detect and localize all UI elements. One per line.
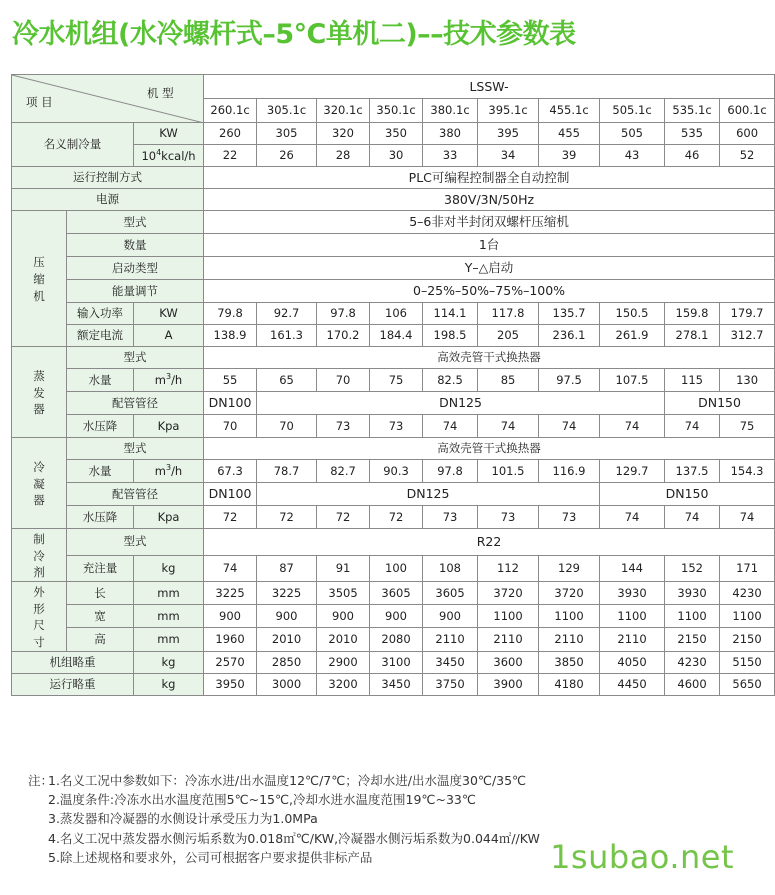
- compressor-group: 压 缩 机: [12, 211, 67, 347]
- cooling-kcal-cell: 26: [257, 145, 317, 167]
- charge-cell: 171: [720, 555, 775, 582]
- refrigerant-group: 制 冷 剂: [12, 529, 67, 582]
- evap-drop-cell: 73: [317, 415, 370, 438]
- evap-flow-cell: 65: [257, 369, 317, 392]
- model-label: 机 型: [147, 86, 174, 100]
- height-cell: 2110: [423, 628, 478, 651]
- evap-pipe-label: 配管管径: [67, 392, 204, 415]
- evap-drop-cell: 75: [720, 415, 775, 438]
- cond-type-label: 型式: [67, 438, 204, 460]
- evap-drop-cell: 70: [204, 415, 257, 438]
- dim-width-label: 宽: [67, 605, 134, 628]
- charge-cell: 112: [478, 555, 539, 582]
- evap-drop-cell: 70: [257, 415, 317, 438]
- height-cell: 2110: [478, 628, 539, 651]
- length-cell: 3930: [665, 582, 720, 605]
- comp-current-unit: A: [134, 325, 204, 347]
- model-cell: 600.1c: [720, 99, 775, 123]
- width-cell: 900: [257, 605, 317, 628]
- cond-flow-cell: 67.3: [204, 460, 257, 483]
- cooling-label: 名义制冷量: [12, 123, 134, 167]
- comp-cap-value: 0–25%–50%–75%–100%: [204, 280, 775, 303]
- unit-weight-cell: 5150: [720, 651, 775, 673]
- unit-weight-cell: 2850: [257, 651, 317, 673]
- comp-start-value: Y–△启动: [204, 257, 775, 280]
- comp-current-label: 额定电流: [67, 325, 134, 347]
- op-weight-cell: 3000: [257, 673, 317, 695]
- cooling-kcal-cell: 22: [204, 145, 257, 167]
- cond-flow-cell: 82.7: [317, 460, 370, 483]
- current-cell: 278.1: [665, 325, 720, 347]
- width-cell: 1100: [665, 605, 720, 628]
- model-cell: 320.1c: [317, 99, 370, 123]
- height-cell: 2110: [539, 628, 600, 651]
- dimensions-group: 外 形 尺 寸: [12, 582, 67, 652]
- charge-cell: 74: [204, 555, 257, 582]
- cond-flow-cell: 116.9: [539, 460, 600, 483]
- charge-cell: 91: [317, 555, 370, 582]
- unit-weight-cell: 3450: [423, 651, 478, 673]
- evap-drop-cell: 74: [478, 415, 539, 438]
- evap-drop-cell: 74: [665, 415, 720, 438]
- cond-flow-cell: 78.7: [257, 460, 317, 483]
- dim-width-unit: mm: [134, 605, 204, 628]
- dim-height-unit: mm: [134, 628, 204, 651]
- cond-drop-cell: 73: [423, 506, 478, 529]
- cond-drop-cell: 72: [204, 506, 257, 529]
- unit-weight-cell: 2570: [204, 651, 257, 673]
- evap-flow-cell: 75: [370, 369, 423, 392]
- width-cell: 1100: [600, 605, 665, 628]
- length-cell: 3930: [600, 582, 665, 605]
- cond-drop-cell: 72: [370, 506, 423, 529]
- comp-cap-label: 能量调节: [67, 280, 204, 303]
- current-cell: 138.9: [204, 325, 257, 347]
- unit-weight-cell: 3600: [478, 651, 539, 673]
- unit-weight-label: 机组略重: [12, 651, 134, 673]
- cooling-kw-cell: 505: [600, 123, 665, 145]
- op-weight-cell: 3950: [204, 673, 257, 695]
- width-cell: 900: [317, 605, 370, 628]
- power-value: 380V/3N/50Hz: [204, 189, 775, 211]
- height-cell: 2150: [720, 628, 775, 651]
- model-cell: 505.1c: [600, 99, 665, 123]
- cooling-kcal-cell: 39: [539, 145, 600, 167]
- cooling-kcal-cell: 33: [423, 145, 478, 167]
- comp-type-value: 5–6非对半封闭双螺杆压缩机: [204, 211, 775, 234]
- current-cell: 312.7: [720, 325, 775, 347]
- current-cell: 205: [478, 325, 539, 347]
- model-cell: 305.1c: [257, 99, 317, 123]
- cond-flow-cell: 154.3: [720, 460, 775, 483]
- op-weight-cell: 4180: [539, 673, 600, 695]
- input-power-cell: 92.7: [257, 303, 317, 325]
- length-cell: 4230: [720, 582, 775, 605]
- cond-drop-cell: 74: [665, 506, 720, 529]
- control-label: 运行控制方式: [12, 167, 204, 189]
- length-cell: 3605: [370, 582, 423, 605]
- dim-length-unit: mm: [134, 582, 204, 605]
- cond-drop-cell: 74: [720, 506, 775, 529]
- evap-flow-cell: 55: [204, 369, 257, 392]
- cond-pipe-3: DN150: [600, 483, 775, 506]
- model-cell: 380.1c: [423, 99, 478, 123]
- cond-drop-label: 水压降: [67, 506, 134, 529]
- input-power-cell: 106: [370, 303, 423, 325]
- length-cell: 3225: [257, 582, 317, 605]
- evap-flow-cell: 107.5: [600, 369, 665, 392]
- op-weight-unit: kg: [134, 673, 204, 695]
- height-cell: 1960: [204, 628, 257, 651]
- unit-weight-unit: kg: [134, 651, 204, 673]
- current-cell: 161.3: [257, 325, 317, 347]
- current-cell: 236.1: [539, 325, 600, 347]
- cooling-kcal-cell: 28: [317, 145, 370, 167]
- note-line: 5.除上述规格和要求外，公司可根据客户要求提供非标产品: [48, 849, 373, 865]
- width-cell: 1100: [539, 605, 600, 628]
- evap-type-value: 高效壳管干式换热器: [204, 347, 775, 369]
- charge-cell: 100: [370, 555, 423, 582]
- evap-flow-label: 水量: [67, 369, 134, 392]
- unit-weight-cell: 4230: [665, 651, 720, 673]
- cond-flow-cell: 101.5: [478, 460, 539, 483]
- op-weight-cell: 3200: [317, 673, 370, 695]
- evap-drop-cell: 74: [423, 415, 478, 438]
- note-line: 3.蒸发器和冷凝器的水侧设计承受压力为1.0MPa: [48, 811, 318, 827]
- evap-flow-cell: 70: [317, 369, 370, 392]
- length-cell: 3505: [317, 582, 370, 605]
- length-cell: 3225: [204, 582, 257, 605]
- spec-table: [11, 74, 775, 696]
- evap-drop-cell: 73: [370, 415, 423, 438]
- cond-pipe-1: DN100: [204, 483, 257, 506]
- watermark: 1subao.net: [550, 838, 734, 876]
- op-weight-cell: 4450: [600, 673, 665, 695]
- cond-flow-label: 水量: [67, 460, 134, 483]
- evap-pipe-2: DN125: [257, 392, 665, 415]
- cond-drop-cell: 73: [478, 506, 539, 529]
- evaporator-group: 蒸 发 器: [12, 347, 67, 438]
- cooling-kcal-cell: 52: [720, 145, 775, 167]
- length-cell: 3605: [423, 582, 478, 605]
- cooling-kw-cell: 305: [257, 123, 317, 145]
- comp-input-unit: KW: [134, 303, 204, 325]
- cond-flow-cell: 97.8: [423, 460, 478, 483]
- evap-flow-cell: 82.5: [423, 369, 478, 392]
- input-power-cell: 150.5: [600, 303, 665, 325]
- width-cell: 900: [204, 605, 257, 628]
- evap-flow-cell: 85: [478, 369, 539, 392]
- input-power-cell: 159.8: [665, 303, 720, 325]
- width-cell: 900: [423, 605, 478, 628]
- comp-type-label: 型式: [67, 211, 204, 234]
- comp-input-label: 输入功率: [67, 303, 134, 325]
- cond-flow-cell: 129.7: [600, 460, 665, 483]
- unit-kw: KW: [134, 123, 204, 145]
- current-cell: 170.2: [317, 325, 370, 347]
- length-cell: 3720: [539, 582, 600, 605]
- cond-pipe-2: DN125: [257, 483, 600, 506]
- unit-weight-cell: 3850: [539, 651, 600, 673]
- input-power-cell: 135.7: [539, 303, 600, 325]
- evap-flow-cell: 97.5: [539, 369, 600, 392]
- evap-type-label: 型式: [67, 347, 204, 369]
- op-weight-cell: 3450: [370, 673, 423, 695]
- cooling-kcal-cell: 46: [665, 145, 720, 167]
- evap-flow-cell: 130: [720, 369, 775, 392]
- cooling-kw-cell: 455: [539, 123, 600, 145]
- ref-type-value: R22: [204, 529, 775, 556]
- notes: [28, 771, 540, 867]
- item-label: 项 目: [26, 95, 53, 109]
- comp-start-label: 启动类型: [67, 257, 204, 280]
- cond-type-value: 高效壳管干式换热器: [204, 438, 775, 460]
- op-weight-label: 运行略重: [12, 673, 134, 695]
- cooling-kcal-cell: 43: [600, 145, 665, 167]
- input-power-cell: 179.7: [720, 303, 775, 325]
- charge-cell: 152: [665, 555, 720, 582]
- height-cell: 2150: [665, 628, 720, 651]
- input-power-cell: 117.8: [478, 303, 539, 325]
- condenser-group: 冷 凝 器: [12, 438, 67, 529]
- input-power-cell: 114.1: [423, 303, 478, 325]
- unit-weight-cell: 2900: [317, 651, 370, 673]
- notes-prefix: 注：: [28, 773, 54, 788]
- note-line: 4.名义工况中蒸发器水侧污垢系数为0.018㎡℃/KW,冷凝器水侧污垢系数为0.044㎡//KW: [48, 830, 540, 846]
- comp-qty-value: 1台: [204, 234, 775, 257]
- model-cell: 350.1c: [370, 99, 423, 123]
- note-line: 注：1.名义工况中参数如下：冷冻水进/出水温度12℃/7℃；冷却水进/出水温度30℃/35℃: [28, 771, 540, 790]
- cond-drop-cell: 73: [539, 506, 600, 529]
- page-title: 冷水机组(水冷螺杆式–5℃单机二)––技术参数表: [12, 19, 576, 50]
- model-cell: 455.1c: [539, 99, 600, 123]
- cond-drop-cell: 74: [600, 506, 665, 529]
- dim-length-label: 长: [67, 582, 134, 605]
- height-cell: 2080: [370, 628, 423, 651]
- evap-flow-cell: 115: [665, 369, 720, 392]
- cooling-kcal-cell: 34: [478, 145, 539, 167]
- control-value: PLC可编程控制器全自动控制: [204, 167, 775, 189]
- op-weight-cell: 5650: [720, 673, 775, 695]
- current-cell: 198.5: [423, 325, 478, 347]
- width-cell: 900: [370, 605, 423, 628]
- cond-drop-cell: 72: [257, 506, 317, 529]
- charge-cell: 87: [257, 555, 317, 582]
- model-cell: 395.1c: [478, 99, 539, 123]
- cooling-kw-cell: 260: [204, 123, 257, 145]
- cooling-kw-cell: 350: [370, 123, 423, 145]
- op-weight-cell: 4600: [665, 673, 720, 695]
- height-cell: 2010: [257, 628, 317, 651]
- cond-flow-cell: 137.5: [665, 460, 720, 483]
- ref-type-label: 型式: [67, 529, 204, 556]
- current-cell: 261.9: [600, 325, 665, 347]
- cooling-kw-cell: 320: [317, 123, 370, 145]
- model-cell: 260.1c: [204, 99, 257, 123]
- comp-qty-label: 数量: [67, 234, 204, 257]
- height-cell: 2010: [317, 628, 370, 651]
- cooling-kw-cell: 395: [478, 123, 539, 145]
- current-cell: 184.4: [370, 325, 423, 347]
- charge-cell: 129: [539, 555, 600, 582]
- evap-pipe-3: DN150: [665, 392, 775, 415]
- input-power-cell: 97.8: [317, 303, 370, 325]
- evap-pipe-1: DN100: [204, 392, 257, 415]
- evap-drop-label: 水压降: [67, 415, 134, 438]
- ref-charge-unit: kg: [134, 555, 204, 582]
- cond-flow-unit: $m^3/h$: [134, 460, 204, 483]
- cond-flow-cell: 90.3: [370, 460, 423, 483]
- unit-weight-cell: 4050: [600, 651, 665, 673]
- header-corner: [12, 75, 204, 123]
- evap-drop-cell: 74: [539, 415, 600, 438]
- evap-drop-unit: Kpa: [134, 415, 204, 438]
- cooling-kw-cell: 535: [665, 123, 720, 145]
- op-weight-cell: 3750: [423, 673, 478, 695]
- input-power-cell: 79.8: [204, 303, 257, 325]
- length-cell: 3720: [478, 582, 539, 605]
- note-line: 2.温度条件:冷冻水出水温度范围5℃~15℃,冷却水进水温度范围19℃~33℃: [48, 792, 476, 808]
- cooling-kw-cell: 600: [720, 123, 775, 145]
- op-weight-cell: 3900: [478, 673, 539, 695]
- evap-drop-cell: 74: [600, 415, 665, 438]
- dim-height-label: 高: [67, 628, 134, 651]
- height-cell: 2110: [600, 628, 665, 651]
- cooling-kw-cell: 380: [423, 123, 478, 145]
- unit-weight-cell: 3100: [370, 651, 423, 673]
- cooling-kcal-cell: 30: [370, 145, 423, 167]
- unit-kcal: $10^4kcal/h$: [134, 145, 204, 167]
- series-label: LSSW-: [204, 75, 775, 99]
- cond-pipe-label: 配管管径: [67, 483, 204, 506]
- power-label: 电源: [12, 189, 204, 211]
- cond-drop-cell: 72: [317, 506, 370, 529]
- charge-cell: 144: [600, 555, 665, 582]
- ref-charge-label: 充注量: [67, 555, 134, 582]
- charge-cell: 108: [423, 555, 478, 582]
- cond-drop-unit: Kpa: [134, 506, 204, 529]
- model-cell: 535.1c: [665, 99, 720, 123]
- width-cell: 1100: [720, 605, 775, 628]
- width-cell: 1100: [478, 605, 539, 628]
- evap-flow-unit: $m^3/h$: [134, 369, 204, 392]
